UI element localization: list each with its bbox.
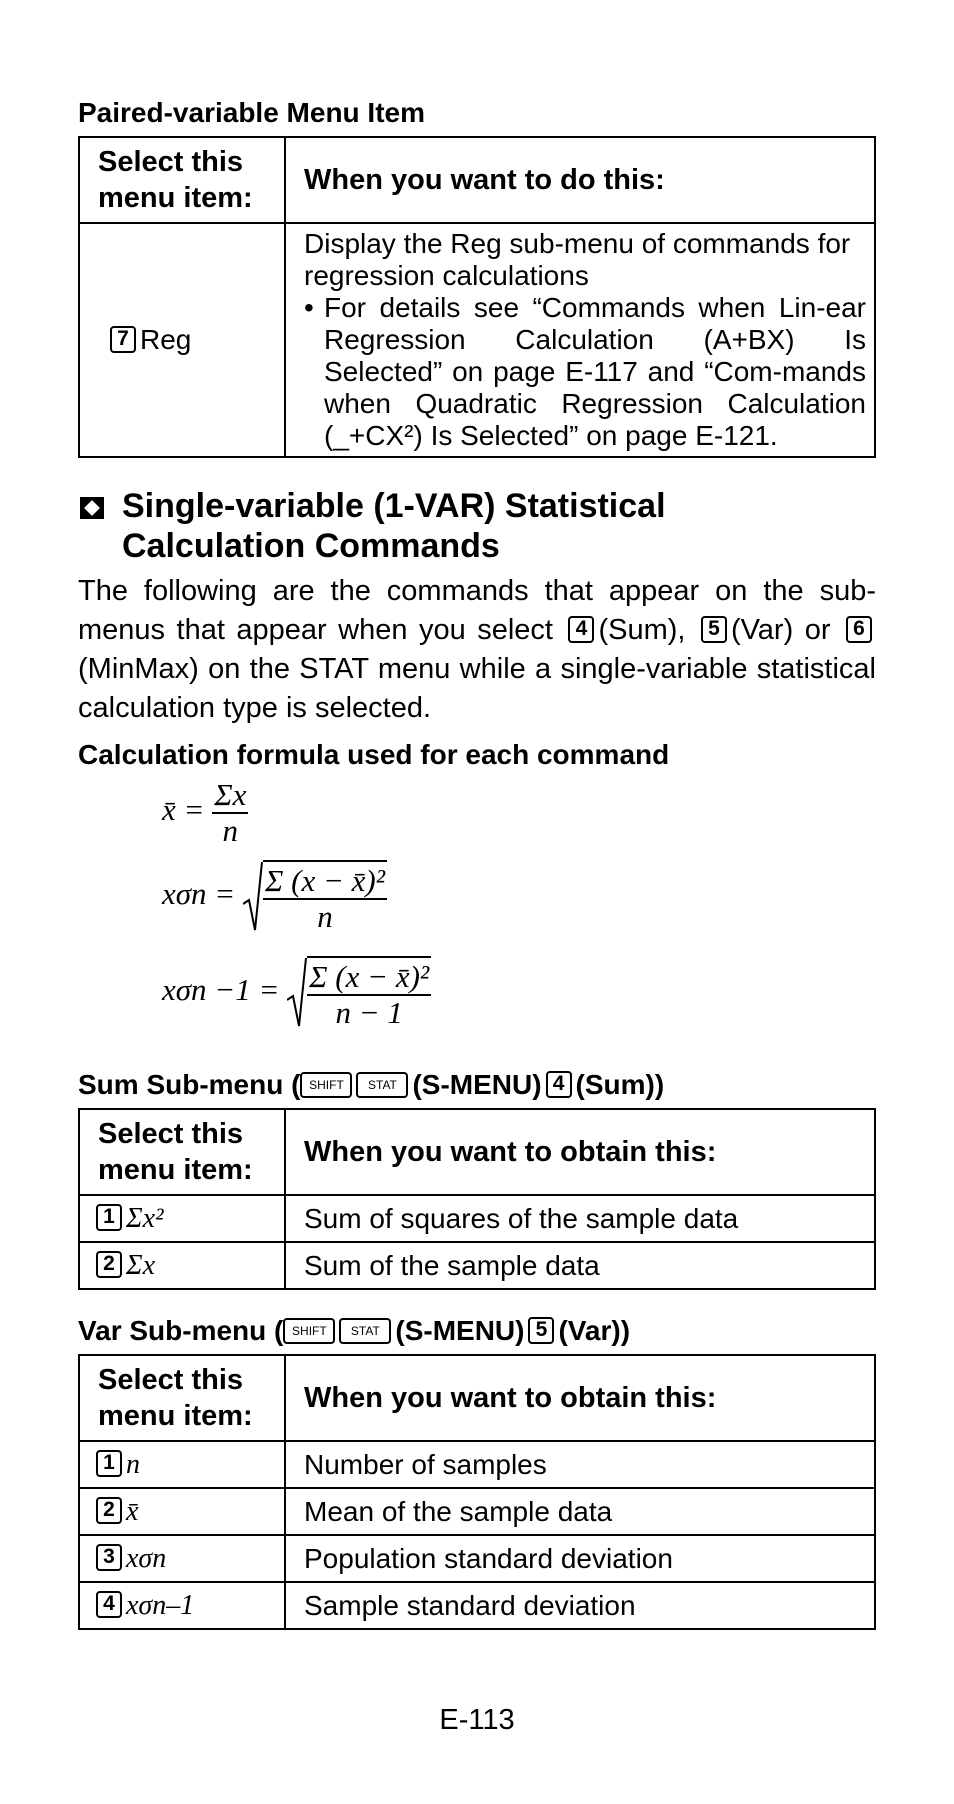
col2-header: When you want to obtain this: (285, 1109, 875, 1195)
menu-item-cell (79, 1582, 285, 1629)
shift-key-icon: SHIFT (300, 1072, 352, 1098)
menu-item-label: xσn–1 (126, 1590, 195, 1621)
table-header-row (79, 1109, 875, 1195)
formula-sn-denominator: n (317, 899, 333, 934)
key-2-icon: 2 (96, 1497, 122, 1524)
menu-item-cell (79, 1441, 285, 1488)
key-4-icon: 4 (546, 1071, 572, 1098)
sqrt-sign-icon (243, 860, 387, 934)
sum-heading-c: (Sum)) (575, 1069, 665, 1100)
key-3-icon: 3 (96, 1544, 122, 1571)
sum-submenu-table (78, 1108, 876, 1290)
intro-paragraph (78, 572, 876, 728)
var-submenu-table (78, 1354, 876, 1630)
menu-item-cell (79, 1535, 285, 1582)
intro-text-c: (Var) or (730, 614, 831, 646)
page-number: E-113 (439, 1704, 515, 1736)
var-heading-b: (S-MENU) (395, 1315, 525, 1346)
description-cell (285, 223, 875, 457)
table-row (79, 1488, 875, 1535)
key-6-icon: 6 (846, 616, 872, 643)
table-row (79, 1582, 875, 1629)
sqrt-sign-icon (287, 956, 431, 1030)
var-submenu-heading (78, 1314, 876, 1348)
paired-menu-table (78, 136, 876, 458)
menu-item-label: Σx² (126, 1203, 164, 1234)
formula-sn-fraction (263, 860, 387, 934)
bullet-note (304, 292, 866, 452)
menu-item-cell (79, 223, 285, 457)
formula-sn1-denominator: n − 1 (335, 995, 403, 1030)
key-1-icon: 1 (96, 1450, 122, 1477)
formula-mean-fraction (212, 778, 248, 848)
sum-heading-a: Sum Sub-menu ( (78, 1069, 301, 1100)
formula-mean-lhs: x̄ = (162, 792, 205, 828)
table-row (79, 1441, 875, 1488)
var-heading-c: (Var)) (558, 1315, 631, 1346)
formula-mean-numerator: Σx (214, 777, 247, 812)
table-row (79, 1242, 875, 1289)
formula-population-sd (162, 860, 387, 934)
col1-header: Select this menu item: (79, 137, 285, 223)
key-1-icon: 1 (96, 1204, 122, 1231)
formula-sn1-fraction (307, 956, 431, 1030)
menu-item-label: n (126, 1449, 140, 1480)
shift-key-icon: SHIFT (283, 1318, 335, 1344)
description-cell: Sum of squares of the sample data (285, 1195, 875, 1242)
col2-header: When you want to do this: (285, 137, 875, 223)
key-2-icon: 2 (96, 1251, 122, 1278)
description-text: Display the Reg sub-menu of commands for regression calculations (304, 228, 851, 291)
sum-heading-b: (S-MENU) (412, 1069, 542, 1100)
menu-item-label: x̄ (126, 1496, 139, 1527)
formula-sample-sd (162, 956, 431, 1030)
menu-item-label: xσn (126, 1543, 167, 1574)
key-5-icon: 5 (701, 616, 727, 643)
description-cell: Sample standard deviation (285, 1582, 875, 1629)
col2-header: When you want to obtain this: (285, 1355, 875, 1441)
key-5-icon: 5 (528, 1317, 554, 1344)
formula-sn-numerator: Σ (x − x̄)² (264, 863, 386, 898)
table-row (79, 1535, 875, 1582)
formula-block (162, 778, 876, 1048)
formula-heading: Calculation formula used for each command (78, 739, 670, 770)
menu-item-label: Σx (126, 1250, 156, 1281)
section-title-line1: Single-variable (1-VAR) Statistical (122, 487, 666, 525)
section-title-line2: Calculation Commands (122, 527, 500, 565)
stat-key-icon: STAT (339, 1318, 391, 1344)
description-cell: Population standard deviation (285, 1535, 875, 1582)
bullet-icon: • (304, 292, 314, 323)
key-7-icon: 7 (110, 326, 136, 353)
col1-header: Select this menu item: (79, 1355, 285, 1441)
table-row (79, 1195, 875, 1242)
formula-mean-denominator: n (222, 813, 239, 848)
table-row (79, 223, 875, 457)
sum-submenu-heading (78, 1068, 876, 1102)
formula-sn1-numerator: Σ (x − x̄)² (309, 959, 430, 994)
section-title (78, 486, 876, 566)
var-heading-a: Var Sub-menu ( (78, 1315, 284, 1346)
description-cell: Number of samples (285, 1441, 875, 1488)
menu-item-cell (79, 1195, 285, 1242)
col1-header: Select this menu item: (79, 1109, 285, 1195)
menu-item-label: Reg (140, 324, 192, 355)
intro-text-d: (MinMax) on the STAT menu while a single-variable statistical calculation type is selected. (78, 653, 876, 724)
page-content (78, 96, 876, 1630)
description-cell: Mean of the sample data (285, 1488, 875, 1535)
menu-item-cell (79, 1242, 285, 1289)
stat-key-icon: STAT (356, 1072, 408, 1098)
formula-sn-lhs: xσn = (162, 876, 236, 912)
description-cell: Sum of the sample data (285, 1242, 875, 1289)
menu-item-cell (79, 1488, 285, 1535)
key-4-icon: 4 (568, 616, 594, 643)
key-4-icon: 4 (96, 1591, 122, 1618)
section-diamond-icon (80, 497, 104, 519)
bullet-text: For details see “Commands when Lin-ear Regression Calculation (A+BX) Is Selected” on page E-117 and “Com-mands when Quadratic Regression Calculation (_+CX²) Is Selected” on page E-121. (324, 292, 866, 451)
formula-mean (162, 778, 248, 848)
intro-text-a: The following are the commands that appear on the sub-menus that appear when you select (78, 575, 876, 646)
paired-menu-heading: Paired-variable Menu Item (78, 97, 426, 128)
table-header-row (79, 1355, 875, 1441)
formula-sn1-lhs: xσn −1 = (162, 972, 280, 1008)
intro-text-b: (Sum), (598, 614, 686, 646)
table-header-row (79, 137, 875, 223)
